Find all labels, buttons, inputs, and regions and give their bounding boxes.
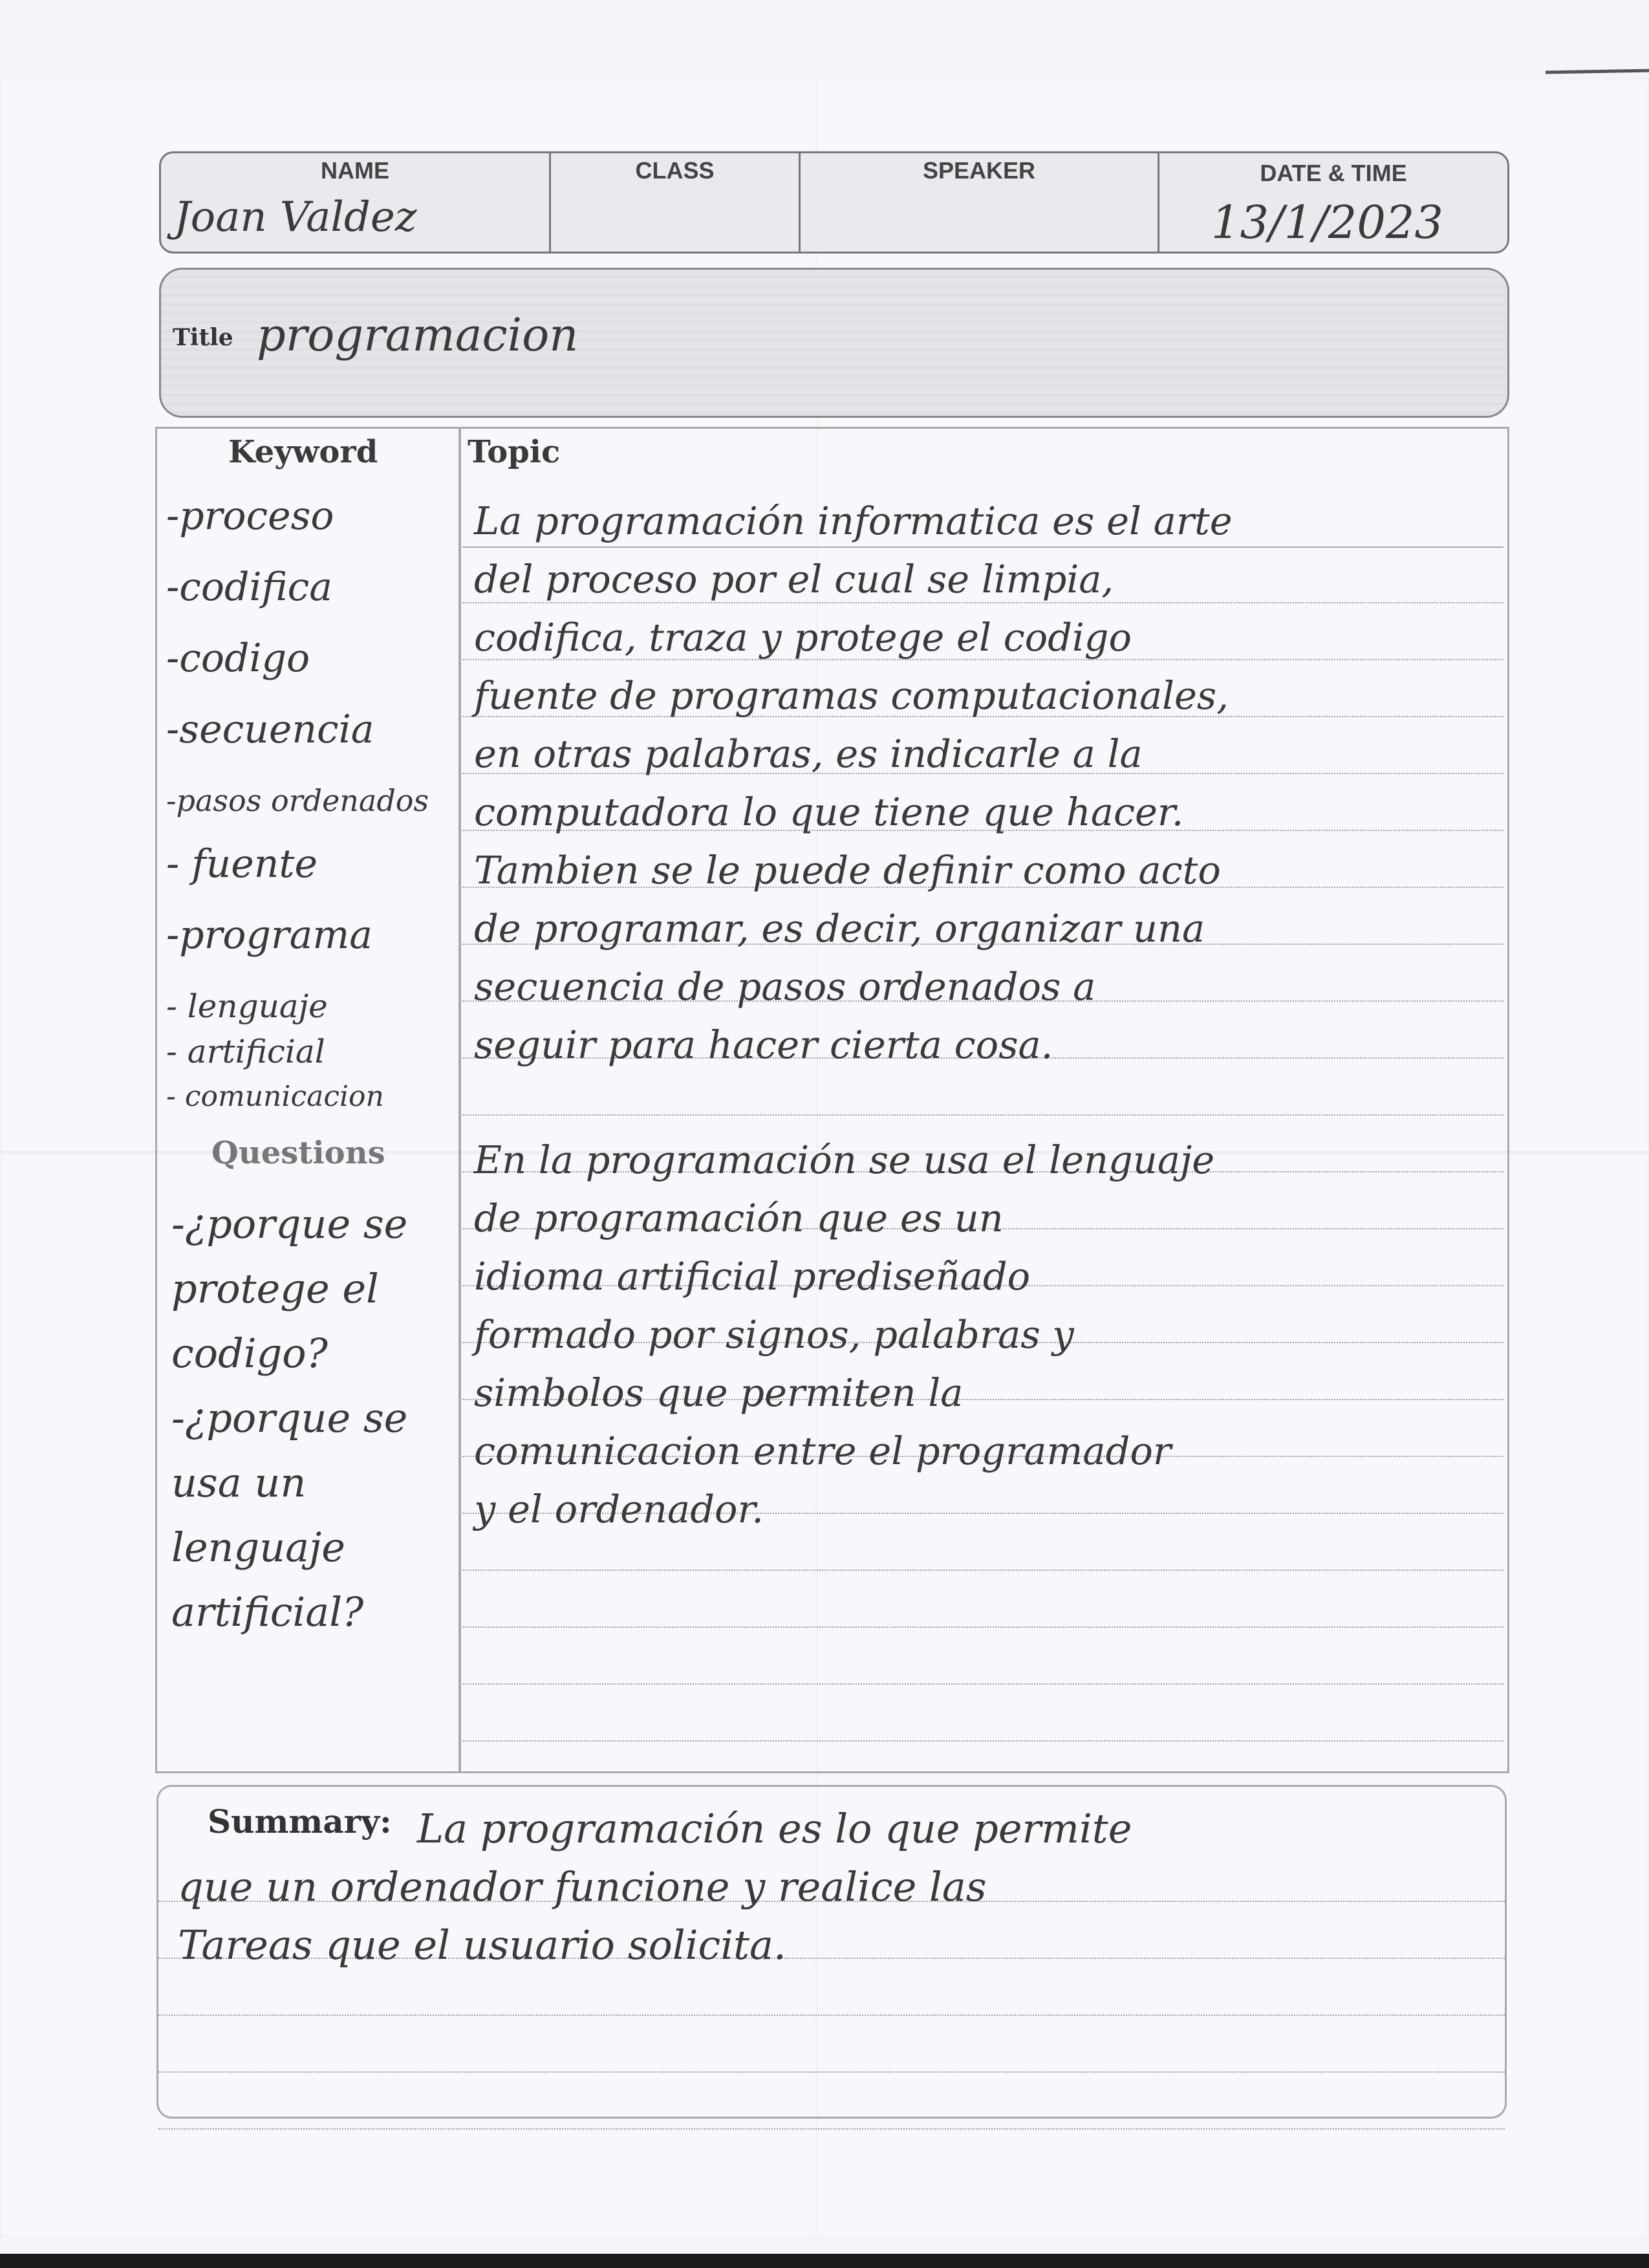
- topic-notes: [474, 492, 1496, 1539]
- speaker-label: SPEAKER: [922, 157, 1036, 184]
- topic-line: computadora lo que tiene que hacer.: [474, 790, 1184, 834]
- name-cell: [161, 153, 551, 252]
- keyword-list: [166, 493, 457, 1119]
- summary-heading: Summary:: [208, 1802, 392, 1841]
- questions-heading: Questions: [211, 1135, 385, 1171]
- keyword-item: - artificial: [166, 1033, 325, 1070]
- topic-line: Tambien se le puede definir como acto: [474, 848, 1221, 892]
- topic-line: codifica, traza y protege el codigo: [474, 615, 1132, 660]
- topic-line: seguir para hacer cierta cosa.: [474, 1022, 1053, 1067]
- scan-bottom-edge: [0, 2254, 1649, 2268]
- name-value: Joan Valdez: [174, 193, 417, 241]
- column-divider: [458, 429, 461, 1771]
- question-line: artificial?: [171, 1588, 364, 1636]
- topic-line: idioma artificial prediseñado: [474, 1254, 1031, 1299]
- keyword-item: -programa: [166, 913, 373, 958]
- summary-line: Tareas que el usuario solicita.: [178, 1921, 786, 1969]
- class-label: CLASS: [635, 157, 715, 184]
- topic-line: en otras palabras, es indicarle a la: [474, 731, 1143, 776]
- topic-line: comunicacion entre el programador: [474, 1429, 1172, 1473]
- topic-line: del proceso por el cual se limpia,: [474, 557, 1114, 601]
- summary-box: [156, 1785, 1507, 2119]
- summary-line: La programación es lo que permite: [417, 1805, 1132, 1852]
- keyword-item: - comunicacion: [166, 1080, 384, 1113]
- date-cell: [1159, 153, 1507, 252]
- notes-grid: [155, 427, 1509, 1773]
- speaker-cell: [801, 153, 1159, 252]
- keyword-item: - lenguaje: [166, 988, 328, 1025]
- topic-line: de programación que es un: [474, 1196, 1004, 1240]
- question-line: lenguaje: [171, 1524, 345, 1571]
- topic-line: y el ordenador.: [474, 1487, 764, 1531]
- topic-line: fuente de programas computacionales,: [474, 673, 1229, 718]
- title-label: Title: [173, 324, 233, 351]
- keyword-item: -pasos ordenados: [166, 783, 429, 818]
- question-line: -¿porque se: [171, 1200, 408, 1247]
- question-line: usa un: [171, 1459, 307, 1506]
- question-line: protege el: [171, 1265, 379, 1312]
- question-list: [171, 1192, 456, 1645]
- summary-line: que un ordenador funcione y realice las: [178, 1863, 987, 1910]
- topic-line: simbolos que permiten la: [474, 1370, 964, 1415]
- title-box: [159, 268, 1509, 418]
- topic-line: secuencia de pasos ordenados a: [474, 964, 1096, 1009]
- question-line: codigo?: [171, 1330, 328, 1377]
- question-line: -¿porque se: [171, 1394, 408, 1442]
- keyword-item: -codigo: [166, 636, 310, 681]
- date-label: DATE & TIME: [1260, 160, 1407, 186]
- keyword-heading: Keyword: [228, 434, 378, 470]
- topic-line: formado por signos, palabras y: [474, 1312, 1074, 1357]
- keyword-item: - fuente: [166, 841, 318, 887]
- keyword-item: -secuencia: [166, 707, 374, 752]
- topic-line: de programar, es decir, organizar una: [474, 906, 1205, 951]
- summary-notes: [178, 1800, 1484, 1974]
- topic-line: En la programación se usa el lenguaje: [474, 1138, 1215, 1182]
- header-table: [159, 151, 1509, 254]
- keyword-item: -proceso: [166, 493, 334, 539]
- topic-heading: Topic: [468, 434, 561, 470]
- topic-line: La programación informatica es el arte: [474, 499, 1233, 543]
- keyword-item: -codifica: [166, 565, 332, 610]
- name-label: NAME: [321, 157, 389, 184]
- class-cell: [551, 153, 801, 252]
- date-value: 13/1/2023: [1211, 196, 1443, 249]
- title-value: programacion: [257, 308, 579, 362]
